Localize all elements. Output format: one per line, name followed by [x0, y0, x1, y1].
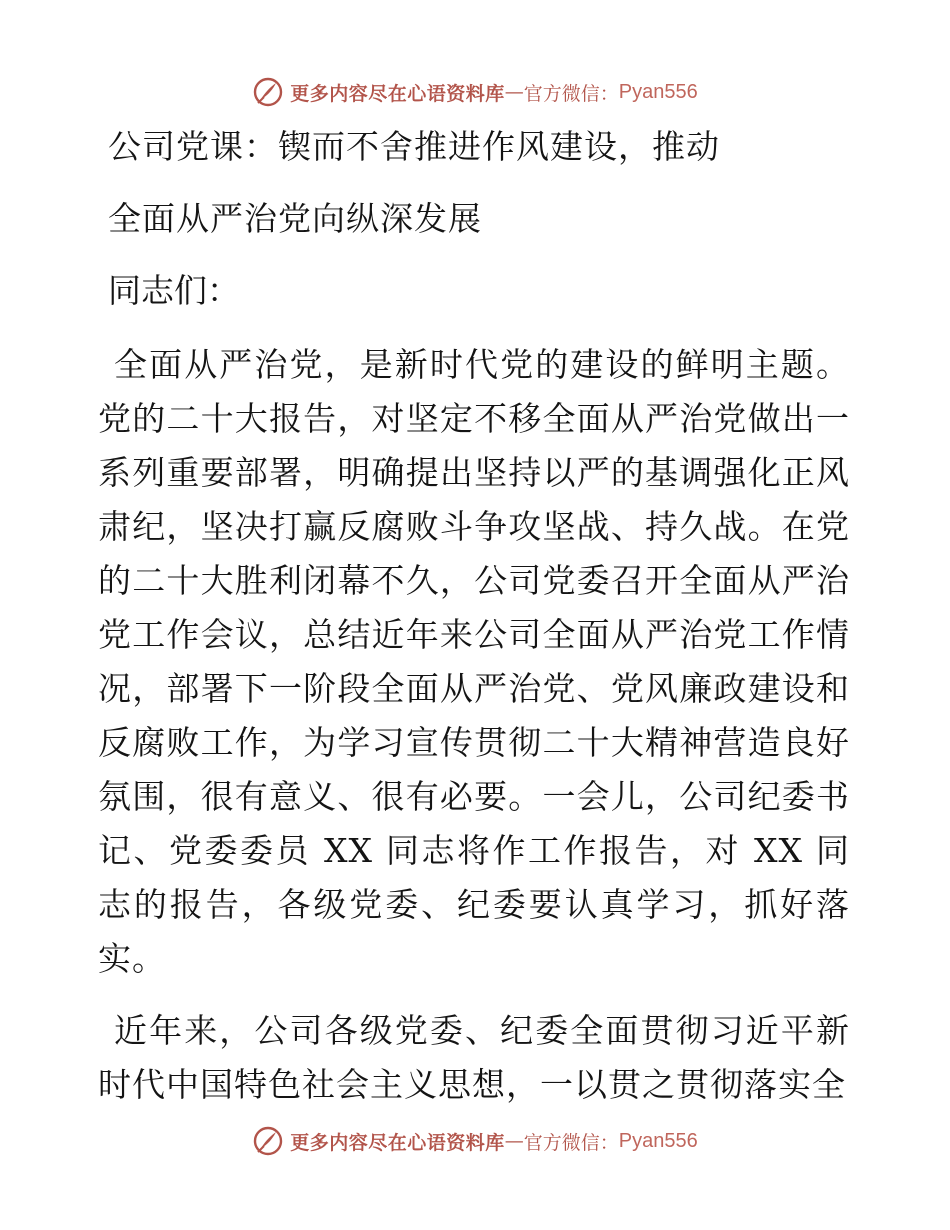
paragraph-2: 近年来，公司各级党委、纪委全面贯彻习近平新时代中国特色社会主义思想，一以贯之贯彻落实全	[98, 1011, 850, 1104]
watermark-separator: —	[504, 1130, 524, 1152]
watermark-site-text: 更多内容尽在心语资料库	[290, 1131, 505, 1154]
watermark-site-text: 更多内容尽在心语资料库	[290, 82, 505, 105]
watermark-header	[0, 72, 950, 112]
document-body	[98, 122, 850, 1112]
paragraph-1: 全面从严治党，是新时代党的建设的鲜明主题。党的二十大报告，对坚定不移全面从严治党做出一系列重要部署，明确提出坚持以严的基调强化正风肃纪，坚决打赢反腐败斗争攻坚战、持久战。在党的二十大胜利闭幕不久，公司党委召开全面从严治党工作会议，总结近年来公司全面从严治党工作情况，部署下一阶段全面从严治党、党风廉政建设和反腐败工作，为学习宣传贯彻二十大精神营造良好氛围，很有意义、很有必要。一会儿，公司纪委书记、党委委员 XX 同志将作工作报告，对 XX 同志的报告，各级党委、纪委要认真学习，抓好落实。	[98, 345, 850, 978]
quill-logo-icon	[252, 76, 284, 108]
document-title-line-2: 全面从严治党向纵深发展	[108, 199, 482, 238]
watermark-wechat-id: Pyan556	[618, 1129, 698, 1152]
watermark-wechat-id: Pyan556	[618, 80, 698, 103]
watermark-official-label: 官方微信：	[523, 82, 619, 105]
greeting: 同志们：	[108, 271, 240, 310]
quill-logo-icon	[252, 1125, 284, 1157]
watermark-footer	[0, 1121, 950, 1161]
watermark-separator: —	[504, 81, 524, 103]
watermark-official-label: 官方微信：	[523, 1131, 619, 1154]
document-title-line-1: 公司党课：锲而不舍推进作风建设，推动	[108, 127, 720, 166]
